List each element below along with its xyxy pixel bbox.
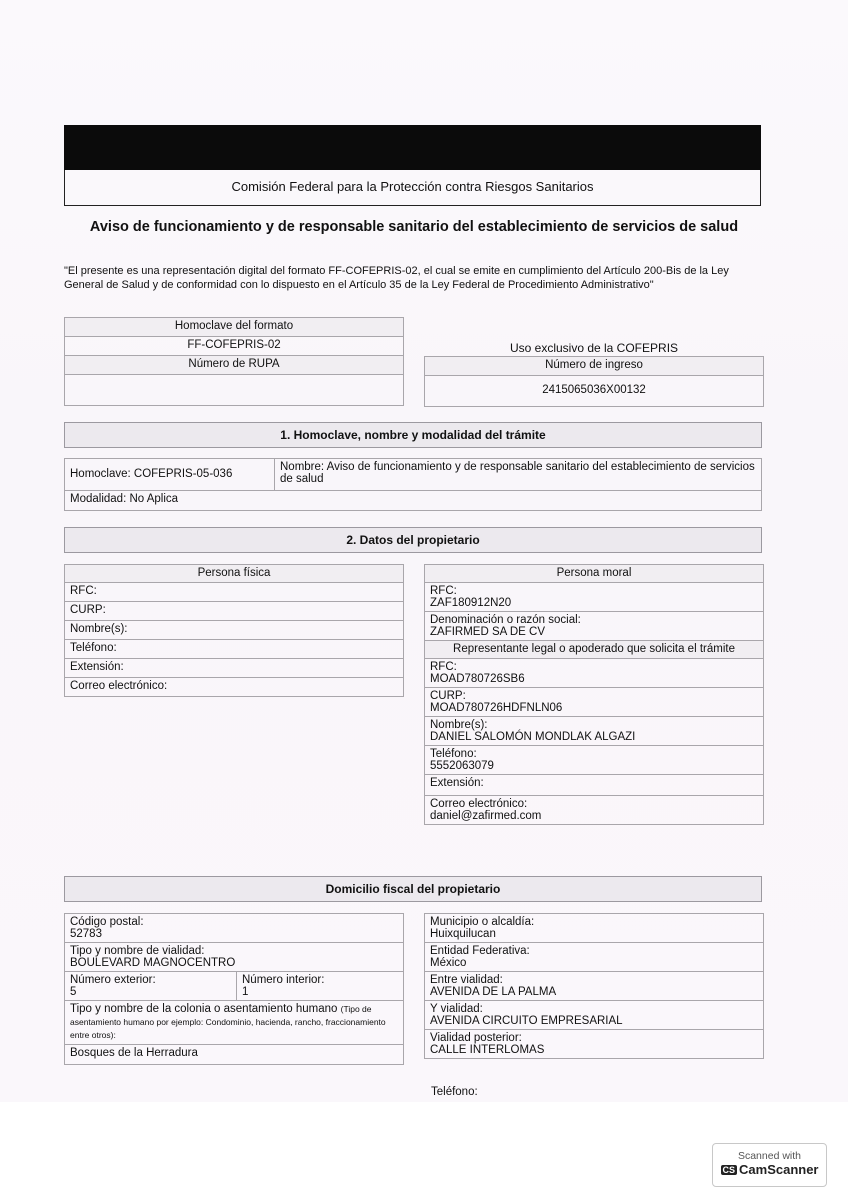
fisica-curp-label: CURP: — [65, 602, 404, 621]
numero-exterior-value: 5 — [70, 986, 77, 998]
camscanner-logo-icon: CS — [722, 1165, 736, 1175]
domicilio-telefono-label: Teléfono: — [431, 1086, 478, 1098]
entre-vialidad-value: AVENIDA DE LA PALMA — [430, 986, 557, 998]
rep-rfc — [425, 659, 764, 688]
colonia-hint: (Tipo de asentamiento humano por ejemplo: Condominio, hacienda, rancho, fraccionamiento entre otros): — [70, 1004, 386, 1040]
rep-curp — [425, 688, 764, 717]
domicilio-left-table — [64, 913, 404, 1065]
rep-telefono — [425, 746, 764, 775]
rep-extension-label: Extensión: — [425, 775, 764, 796]
agency-name: Comisión Federal para la Protección contra Riesgos Sanitarios — [64, 170, 761, 206]
persona-moral-title: Persona moral — [425, 565, 764, 583]
entre-vialidad — [425, 972, 764, 1001]
representante-title: Representante legal o apoderado que solicita el trámite — [425, 641, 764, 659]
y-vialidad-label: Y vialidad: — [430, 1003, 483, 1015]
y-vialidad-value: AVENIDA CIRCUITO EMPRESARIAL — [430, 1015, 623, 1027]
rep-rfc-value: MOAD780726SB6 — [430, 673, 525, 685]
rep-telefono-label: Teléfono: — [430, 748, 477, 760]
entidad-label: Entidad Federativa: — [430, 945, 530, 957]
ingreso-label: Número de ingreso — [425, 357, 764, 376]
intro-paragraph: "El presente es una representación digital del formato FF-COFEPRIS-02, el cual se emite en cumplimiento del Artículo 200-Bis de la Ley General de Salud y de conformidad con lo dispuesto en el Artículo 35 de la Ley Federal de Procedimiento Administrativo" — [64, 265, 729, 291]
header-black-bar — [64, 125, 761, 170]
codigo-postal-value: 52783 — [70, 928, 102, 940]
section-1-table — [64, 458, 762, 511]
numero-interior-label: Número interior: — [242, 974, 325, 986]
moral-rfc-value: ZAF180912N20 — [430, 597, 512, 609]
rupa-label: Número de RUPA — [65, 356, 404, 375]
municipio-value: Huixquilucan — [430, 928, 496, 940]
numero-interior-value: 1 — [242, 986, 249, 998]
rep-correo — [425, 796, 764, 825]
tramite-modalidad: Modalidad: No Aplica — [65, 491, 762, 511]
vialidad-label: Tipo y nombre de vialidad: — [70, 945, 205, 957]
persona-fisica-table — [64, 564, 404, 697]
tramite-homoclave: Homoclave: COFEPRIS-05-036 — [65, 459, 275, 491]
cofepris-box-title: Uso exclusivo de la COFEPRIS — [509, 341, 679, 355]
colonia-value: Bosques de la Herradura — [65, 1045, 404, 1065]
homoclave-format-label: Homoclave del formato — [65, 318, 404, 337]
moral-razon-label: Denominación o razón social: — [430, 614, 581, 626]
y-vialidad — [425, 1001, 764, 1030]
numero-interior — [237, 972, 404, 1001]
rep-curp-label: CURP: — [430, 690, 466, 702]
colonia-label: Tipo y nombre de la colonia o asentamiento humano — [70, 1003, 338, 1015]
colonia — [65, 1001, 404, 1045]
camscanner-brand — [713, 1162, 826, 1177]
municipio — [425, 914, 764, 943]
vialidad-posterior-value: CALLE INTERLOMAS — [430, 1044, 545, 1056]
homoclave-format-value: FF-COFEPRIS-02 — [65, 337, 404, 356]
rep-curp-value: MOAD780726HDFNLN06 — [430, 702, 563, 714]
scanned-with-text: Scanned with — [737, 1150, 802, 1162]
moral-razon-value: ZAFIRMED SA DE CV — [430, 626, 546, 638]
camscanner-badge — [712, 1143, 827, 1187]
moral-rfc-label: RFC: — [430, 585, 457, 597]
document-title: Aviso de funcionamiento y de responsable sanitario del establecimiento de servicios de salud — [89, 219, 739, 235]
fisica-rfc-label: RFC: — [65, 583, 404, 602]
section-2-header: 2. Datos del propietario — [64, 527, 762, 553]
numero-exterior — [65, 972, 237, 1001]
entidad-value: México — [430, 957, 467, 969]
fisica-nombre-label: Nombre(s): — [65, 621, 404, 640]
numero-exterior-label: Número exterior: — [70, 974, 156, 986]
domicilio-right-table — [424, 913, 764, 1059]
rep-rfc-label: RFC: — [430, 661, 457, 673]
fisica-correo-label: Correo electrónico: — [65, 678, 404, 697]
entidad — [425, 943, 764, 972]
vialidad-posterior-label: Vialidad posterior: — [430, 1032, 522, 1044]
codigo-postal-label: Código postal: — [70, 916, 144, 928]
rupa-value — [65, 375, 404, 406]
rep-nombre-value: DANIEL SALOMÓN MONDLAK ALGAZI — [430, 731, 636, 743]
rep-correo-value: daniel@zafirmed.com — [430, 810, 542, 822]
ingreso-value: 2415065036X00132 — [425, 376, 764, 407]
persona-moral-table — [424, 564, 764, 825]
rep-telefono-value: 5552063079 — [430, 760, 494, 772]
cofepris-box — [424, 356, 764, 407]
format-box — [64, 317, 404, 406]
rep-nombre — [425, 717, 764, 746]
vialidad-posterior — [425, 1030, 764, 1059]
moral-razon — [425, 612, 764, 641]
rep-nombre-label: Nombre(s): — [430, 719, 488, 731]
fisica-extension-label: Extensión: — [65, 659, 404, 678]
rep-correo-label: Correo electrónico: — [430, 798, 528, 810]
persona-fisica-title: Persona física — [65, 565, 404, 583]
camscanner-brand-text: CamScanner — [739, 1162, 819, 1177]
domicilio-header: Domicilio fiscal del propietario — [64, 876, 762, 902]
entre-vialidad-label: Entre vialidad: — [430, 974, 503, 986]
vialidad-value: BOULEVARD MAGNOCENTRO — [70, 957, 236, 969]
fisica-telefono-label: Teléfono: — [65, 640, 404, 659]
municipio-label: Municipio o alcaldía: — [430, 916, 535, 928]
section-1-header: 1. Homoclave, nombre y modalidad del trámite — [64, 422, 762, 448]
tramite-nombre: Nombre: Aviso de funcionamiento y de responsable sanitario del establecimiento de servicios de salud — [275, 459, 762, 491]
vialidad — [65, 943, 404, 972]
moral-rfc — [425, 583, 764, 612]
codigo-postal — [65, 914, 404, 943]
